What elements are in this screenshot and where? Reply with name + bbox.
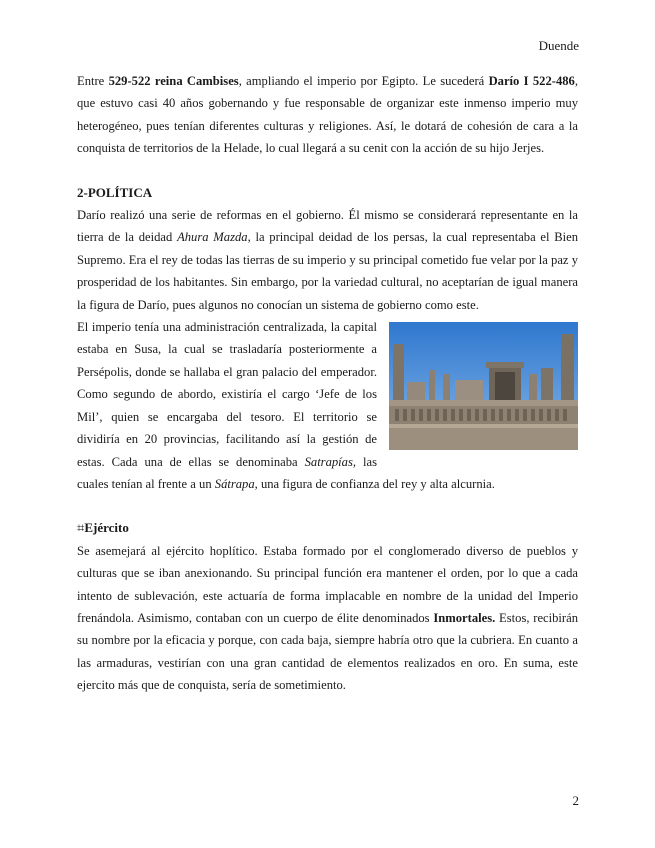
persepolis-ruins-photo: [389, 322, 578, 450]
ejercito-bold-inmortales: Inmortales.: [433, 610, 496, 625]
politica-text: las cuales tenían al frente a un: [77, 454, 378, 491]
politica-text: El imperio tenía una administración centralizada, la capital estaba en Susa, la cual se trasladaría posteriormente a Persépolis, donde se hallaba el gran palacio del emperador. Como segundo de abordo, existiría el cargo ‘Jefe de los Mil’, quien se encargaba del tesoro. El territorio se dividiría en 20 provincias, facilitando así la gestión de estas. Cada una de ellas se denominaba: [77, 320, 377, 469]
ejercito-heading-text: Ejército: [84, 520, 129, 536]
page-content: [77, 70, 578, 697]
politica-italic-ahura-mazda: Ahura Mazda: [177, 230, 248, 245]
ejercito-paragraph: [77, 540, 578, 697]
intro-bold-cambises: 529-522 reina Cambises: [108, 74, 239, 88]
heading-marker: ⌗: [77, 520, 85, 536]
politica-text: , la principal deidad de los persas, la cual representaba el Bien Supremo. Era el rey de todas las tierras de su imperio y su principal cometido fue velar por la paz y prosperidad de los habitantes. Sin embargo, por la variedad cultural, no aceptarían de igual manera la figura de Darío, pues algunos no conocían un sistema de gobierno como este.: [77, 230, 579, 312]
intro-text: Entre: [77, 74, 109, 88]
subsection-heading-ejercito: [77, 517, 578, 539]
intro-bold-dario: Darío I 522-486: [488, 74, 575, 88]
politica-text: , una figura de confianza del rey y alta alcurnia.: [254, 476, 495, 491]
page-header-author: Duende: [538, 38, 579, 53]
intro-paragraph: [77, 70, 578, 160]
page-number: 2: [572, 793, 579, 808]
politica-italic-satrapias: Satrapías,: [304, 454, 357, 469]
politica-text: Darío realizó una serie de reformas en el gobierno. Él mismo se considerará representante en la tierra de la deidad: [77, 208, 578, 245]
ejercito-text: Se asemejará al ejército hoplítico. Estaba formado por el conglomerado diverso de pueblos y culturas que se iban anexionando. Su principal función era mantener el orden, por lo que a cada intento de sublevación, este actuaría de forma implacable en nombre de la unidad del Imperio frenándola. Asimismo, contaban con un cuerpo de élite denominados: [77, 543, 578, 625]
section-heading-politica: 2-POLÍTICA: [77, 184, 153, 200]
ejercito-text: Estos, recibirán su nombre por la eficacia y porque, con cada baja, siempre habría otro que la cubriera. En cuanto a las armaduras, vestirían con una gran cantidad de elementos realizados en oro. En suma, este ejercito más que de conquista, sería de sometimiento.: [77, 610, 579, 693]
intro-text: , que estuvo casi 40 años gobernando y fue responsable de organizar este inmenso imperio muy heterogéneo, pues tenían diferentes culturas y religiones. Así, le dotará de cohesión de cara a la conquista de territorios de la Helade, lo cual llegará a su cenit con la acción de su hijo Jerjes.: [77, 74, 578, 156]
politica-paragraph-1: [77, 204, 578, 316]
intro-text: , ampliando el imperio por Egipto. Le sucederá: [238, 74, 489, 88]
politica-italic-satrapa: Sátrapa: [214, 476, 255, 491]
